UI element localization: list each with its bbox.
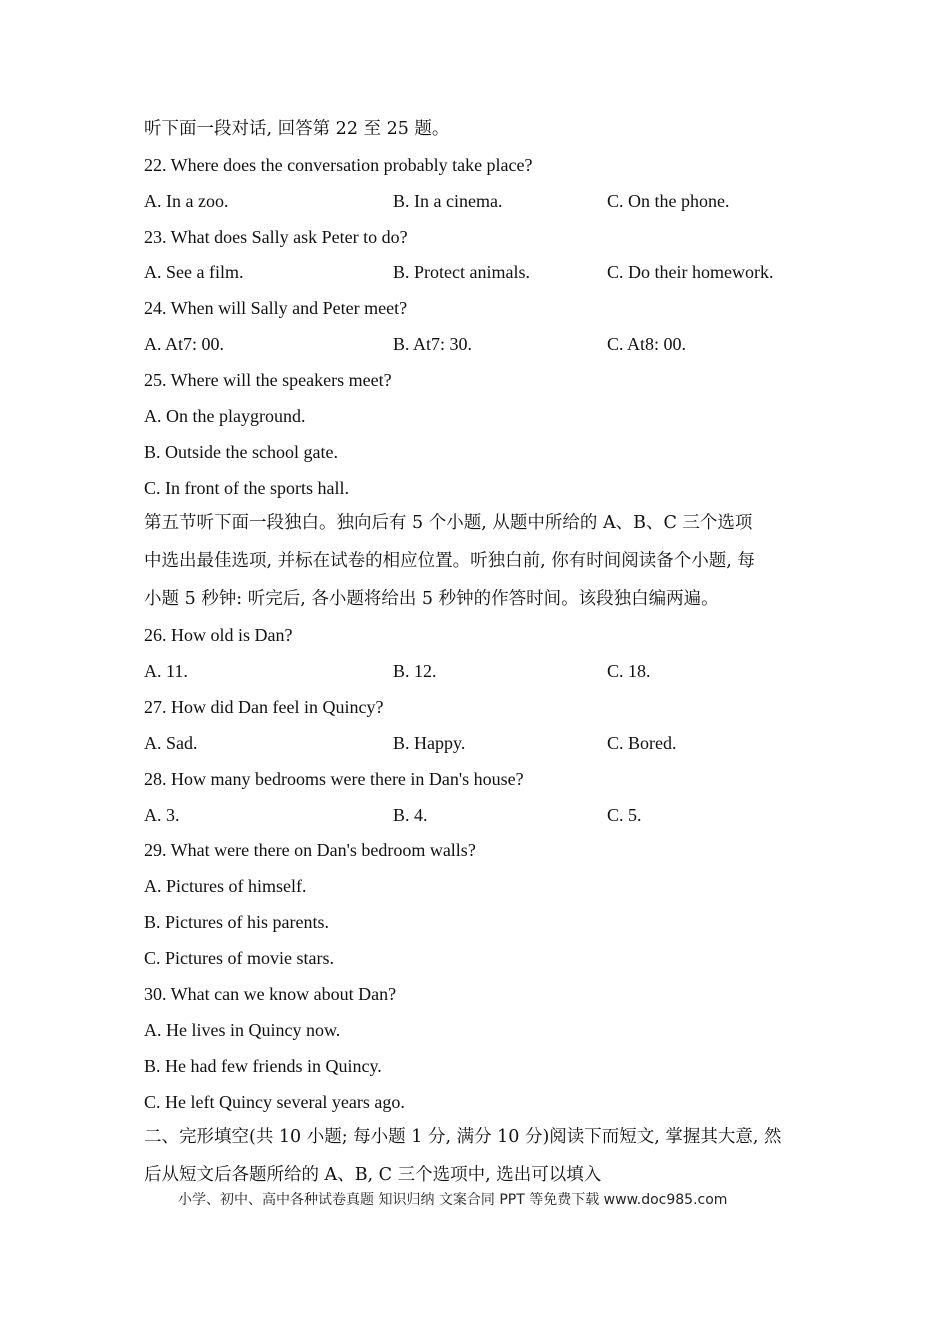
q28-option-c: C. 5.: [607, 805, 642, 825]
part-2-instruction-line-2: 后从短文后各题所给的 A、B, C 三个选项中, 选出可以填入: [144, 1165, 602, 1185]
q24-option-b: B. At7: 30.: [393, 334, 473, 354]
question-28: 28. How many bedrooms were there in Dan's house?: [144, 769, 524, 789]
q23-option-a: A. See a film.: [144, 262, 244, 282]
question-29: 29. What were there on Dan's bedroom walls?: [144, 840, 476, 860]
q24-option-a: A. At7: 00.: [144, 334, 225, 354]
q26-option-c: C. 18.: [607, 661, 651, 681]
question-24: 24. When will Sally and Peter meet?: [144, 298, 408, 318]
q28-option-a: A. 3.: [144, 805, 180, 825]
question-25: 25. Where will the speakers meet?: [144, 370, 392, 390]
q27-option-c: C. Bored.: [607, 733, 677, 753]
section-5-instruction-line-3: 小题 5 秒钟: 听完后, 各小题将给出 5 秒钟的作答时间。该段独白编两遍。: [144, 589, 719, 609]
q22-option-c: C. On the phone.: [607, 191, 730, 211]
section-5-instruction-line-1: 第五节听下面一段独白。独向后有 5 个小题, 从题中所给的 A、B、C 三个选项: [144, 513, 753, 533]
section-5-instruction-line-2: 中选出最佳选项, 并标在试卷的相应位置。听独白前, 你有时间阅读备个小题, 每: [144, 551, 755, 571]
q30-option-c: C. He left Quincy several years ago.: [144, 1092, 405, 1112]
q28-option-b: B. 4.: [393, 805, 428, 825]
q26-option-b: B. 12.: [393, 661, 437, 681]
question-27: 27. How did Dan feel in Quincy?: [144, 697, 384, 717]
page-footer: 小学、初中、高中各种试卷真题 知识归纳 文案合同 PPT 等免费下载 www.doc985.com: [178, 1192, 728, 1208]
q29-option-b: B. Pictures of his parents.: [144, 912, 329, 932]
part-2-instruction-line-1: 二、完形填空(共 10 小题; 每小题 1 分, 满分 10 分)阅读下而短文, 掌握其大意, 然: [144, 1127, 782, 1147]
q24-option-c: C. At8: 00.: [607, 334, 687, 354]
q30-option-b: B. He had few friends in Quincy.: [144, 1056, 382, 1076]
q22-option-b: B. In a cinema.: [393, 191, 503, 211]
q26-option-a: A. 11.: [144, 661, 188, 681]
q22-option-a: A. In a zoo.: [144, 191, 229, 211]
question-22: 22. Where does the conversation probably take place?: [144, 155, 533, 175]
question-23: 23. What does Sally ask Peter to do?: [144, 227, 408, 247]
question-30: 30. What can we know about Dan?: [144, 984, 397, 1004]
q25-option-c: C. In front of the sports hall.: [144, 478, 349, 498]
q23-option-b: B. Protect animals.: [393, 262, 530, 282]
q23-option-c: C. Do their homework.: [607, 262, 774, 282]
section-4-instruction: 听下面一段对话, 回答第 22 至 25 题。: [144, 119, 450, 139]
q30-option-a: A. He lives in Quincy now.: [144, 1020, 341, 1040]
q25-option-b: B. Outside the school gate.: [144, 442, 338, 462]
q29-option-a: A. Pictures of himself.: [144, 876, 307, 896]
question-26: 26. How old is Dan?: [144, 625, 293, 645]
q27-option-b: B. Happy.: [393, 733, 466, 753]
q25-option-a: A. On the playground.: [144, 406, 306, 426]
q29-option-c: C. Pictures of movie stars.: [144, 948, 334, 968]
q27-option-a: A. Sad.: [144, 733, 198, 753]
